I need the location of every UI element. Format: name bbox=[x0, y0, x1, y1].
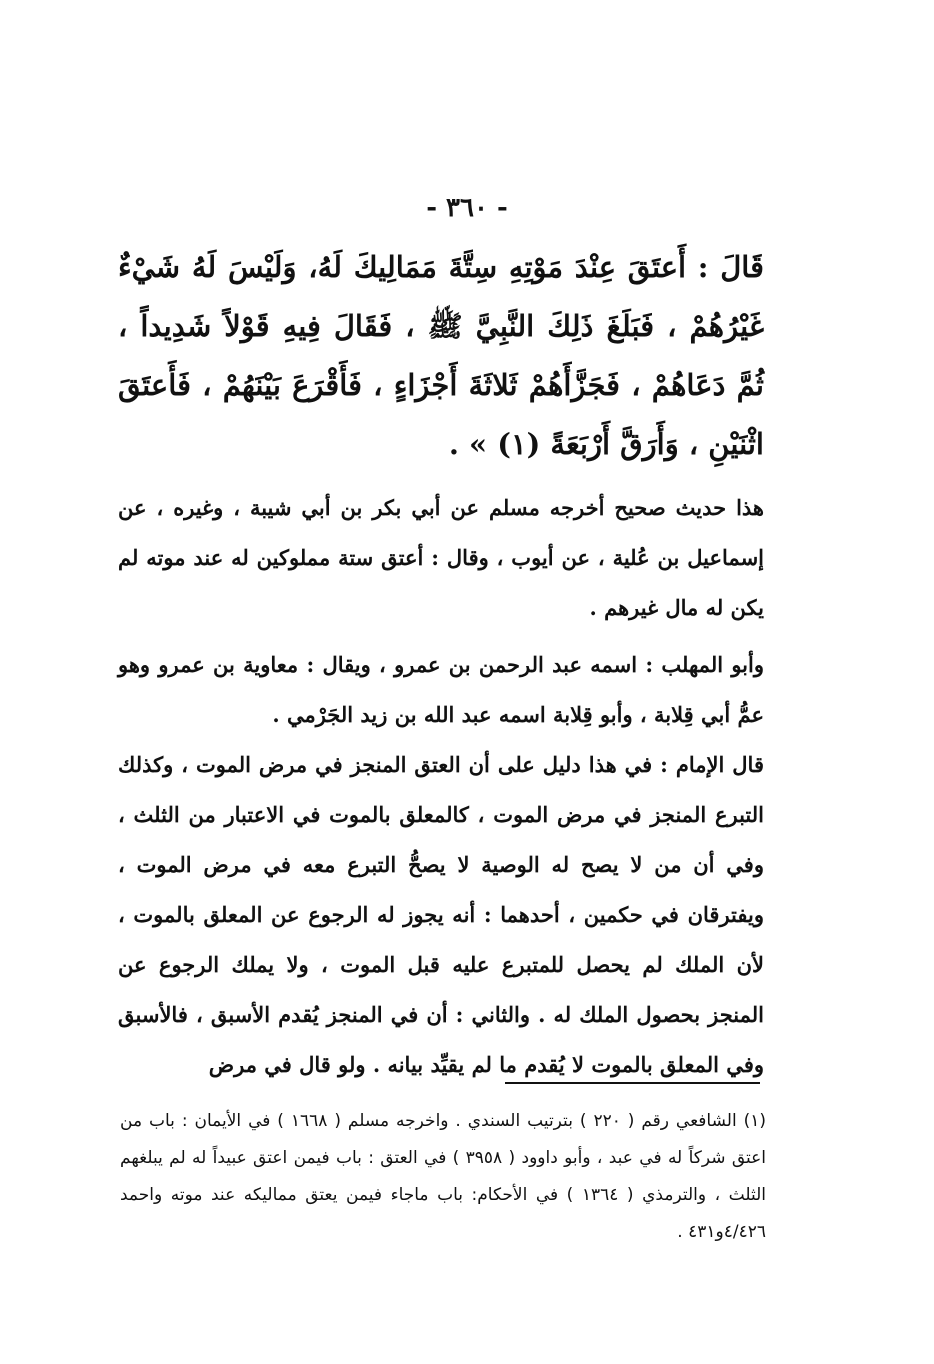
commentary-paragraph: هذا حديث صحيح أخرجه مسلم عن أبي بكر بن أبي شيبة ، وغيره ، عن إسماعيل بن عُلية ، عن أيوب ، وقال : أعتق ستة مملوكين له عند موته لم يكن له مال غيرهم . bbox=[118, 495, 764, 620]
footnote: (١) الشافعي رقم ( ٢٢٠ ) بترتيب السندي . واخرجه مسلم ( ١٦٦٨ ) في الأيمان : باب من اعتق شركاً له في عبد ، وأبو داوود ( ٣٩٥٨ ) في العتق : باب فيمن اعتق عبيداً له لم يبلغهم الثلث ، والترمذي ( ١٣٦٤ ) في الأحكام: باب ماجاء فيمن يعتق مماليكه عند موته واحمد ٤/٤٢٦و٤٣١ . bbox=[120, 1111, 767, 1242]
commentary-paragraph: وأبو المهلب : اسمه عبد الرحمن بن عمرو ، ويقال : معاوية بن عمرو وهو عمُّ أبي قِلابة ، وأبو قِلابة اسمه عبد الله بن زيد الجَرْمي . bbox=[118, 652, 764, 727]
page-number: - ٣٦٠ - bbox=[426, 193, 508, 223]
hadith-text: قَالَ : أَعتَقَ عِنْدَ مَوْتِهِ سِتَّةَ مَمَالِيكَ لَهُ، وَلَيْسَ لَهُ شَيْءٌ غَيْرُهُمْ ، فَبَلَغَ ذَلِكَ النَّبِيَّ ﷺ ، فَقَالَ فِيهِ قَوْلاً شَدِيداً ، ثُمَّ دَعَاهُمْ ، فَجَزَّأَهُمْ ثَلاثَةَ أَجْزَاءٍ ، فَأَقْرَعَ بَيْنَهُمْ ، فَأَعتَقَ اثْنَيْنِ ، وَأَرَقَّ أَرْبَعَةً (١) » . bbox=[118, 250, 764, 461]
commentary-paragraph: قال الإمام : في هذا دليل على أن العتق المنجز في مرض الموت ، وكذلك التبرع المنجز في مرض الموت ، كالمعلق بالموت في الاعتبار من الثلث ، وفي أن من لا يصح له الوصية لا يصحُّ التبرع معه في مرض الموت ، ويفترقان في حكمين ، أحدهما : أنه يجوز له الرجوع عن المعلق بالموت ، لأن الملك لم يحصل للمتبرع عليه قبل الموت ، ولا يملك الرجوع عن المنجز بحصول الملك له . والثاني : أن في المنجز يُقدم الأسبق ، فالأسبق وفي المعلق بالموت لا يُقدم ما لم يقيِّد بيانه . ولو قال في مرض bbox=[118, 752, 764, 1077]
footnote-divider bbox=[505, 1082, 760, 1084]
